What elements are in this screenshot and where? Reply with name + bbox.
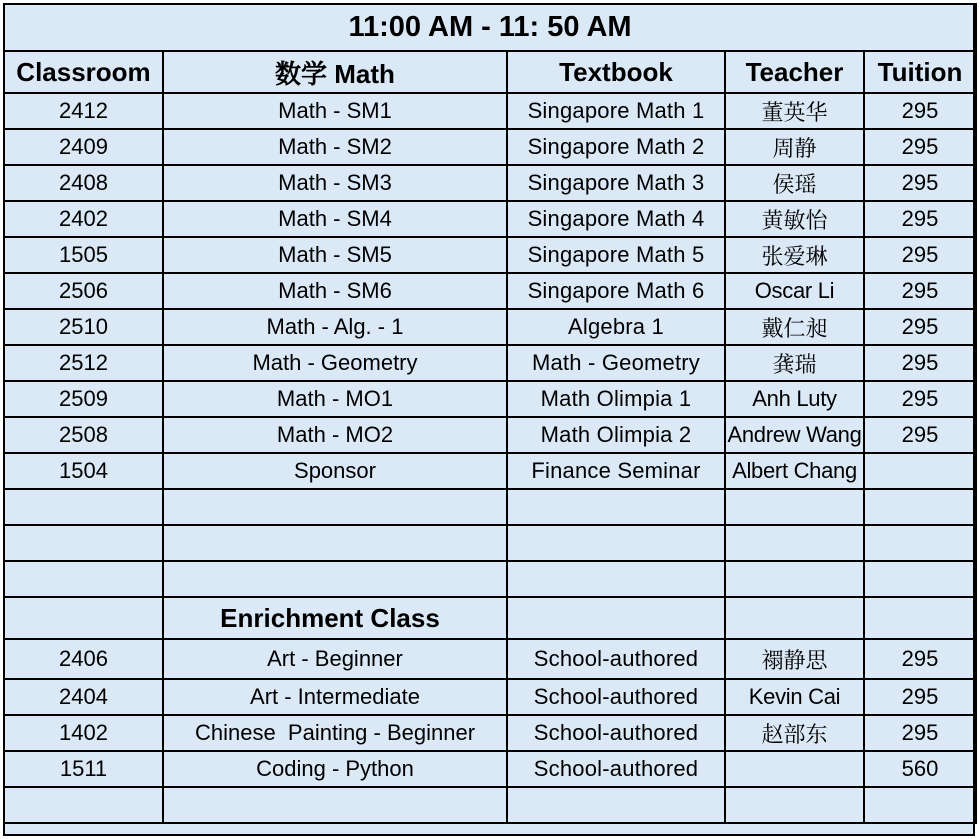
table-row <box>4 165 976 201</box>
tuition-cell: 295 <box>864 273 976 309</box>
tuition-cell: 295 <box>864 309 976 345</box>
tuition-cell <box>864 453 976 489</box>
teacher-cell: Albert Chang <box>725 453 864 489</box>
textbook-cell: Singapore Math 6 <box>507 273 725 309</box>
header-textbook: Textbook <box>507 51 725 93</box>
header-teacher: Teacher <box>725 51 864 93</box>
tuition-cell: 295 <box>864 345 976 381</box>
table-row <box>4 639 976 679</box>
classroom-cell: 2508 <box>4 417 163 453</box>
classroom-cell: 1505 <box>4 237 163 273</box>
empty-cell <box>507 561 725 597</box>
subject-cell: Math - Alg. - 1 <box>163 309 507 345</box>
classroom-cell: 2412 <box>4 93 163 129</box>
classroom-cell: 2404 <box>4 679 163 715</box>
classroom-cell: 2408 <box>4 165 163 201</box>
empty-cell <box>725 787 864 823</box>
empty-cell <box>725 597 864 639</box>
empty-cell <box>4 597 163 639</box>
empty-row <box>4 561 976 597</box>
header-classroom: Classroom <box>4 51 163 93</box>
textbook-cell: School-authored <box>507 751 725 787</box>
textbook-cell: Math - Geometry <box>507 345 725 381</box>
header-row <box>4 51 976 93</box>
subject-cell: Math - SM5 <box>163 237 507 273</box>
table-row <box>4 237 976 273</box>
tuition-cell: 295 <box>864 93 976 129</box>
teacher-cell: 禤静思 <box>725 639 864 679</box>
empty-cell <box>4 787 163 823</box>
tuition-cell: 295 <box>864 639 976 679</box>
empty-cell <box>507 787 725 823</box>
subject-cell: Math - MO2 <box>163 417 507 453</box>
table-row <box>4 129 976 165</box>
tuition-cell: 295 <box>864 201 976 237</box>
classroom-cell: 2409 <box>4 129 163 165</box>
time-slot-title: 11:00 AM - 11: 50 AM <box>4 4 976 51</box>
table-row <box>4 273 976 309</box>
empty-cell <box>864 787 976 823</box>
classroom-cell: 1504 <box>4 453 163 489</box>
enrichment-class-label: Enrichment Class <box>163 597 507 639</box>
teacher-cell: 董英华 <box>725 93 864 129</box>
empty-row <box>4 525 976 561</box>
subject-cell: Sponsor <box>163 453 507 489</box>
classroom-cell: 1402 <box>4 715 163 751</box>
tuition-cell: 295 <box>864 417 976 453</box>
subject-cell: Math - SM2 <box>163 129 507 165</box>
textbook-cell: School-authored <box>507 679 725 715</box>
empty-cell <box>725 525 864 561</box>
textbook-cell: Math Olimpia 2 <box>507 417 725 453</box>
table-row <box>4 201 976 237</box>
textbook-cell: Singapore Math 1 <box>507 93 725 129</box>
schedule-table <box>3 3 977 824</box>
subject-cell: Art - Beginner <box>163 639 507 679</box>
teacher-cell: 龚瑞 <box>725 345 864 381</box>
subject-cell: Coding - Python <box>163 751 507 787</box>
empty-cell <box>507 525 725 561</box>
empty-cell <box>163 525 507 561</box>
subject-cell: Chinese Painting - Beginner <box>163 715 507 751</box>
textbook-cell: Singapore Math 3 <box>507 165 725 201</box>
classroom-cell: 2402 <box>4 201 163 237</box>
empty-cell <box>725 489 864 525</box>
textbook-cell: Singapore Math 4 <box>507 201 725 237</box>
textbook-cell: Math Olimpia 1 <box>507 381 725 417</box>
classroom-cell: 1511 <box>4 751 163 787</box>
classroom-cell: 2512 <box>4 345 163 381</box>
empty-row <box>4 787 976 823</box>
empty-cell <box>163 489 507 525</box>
classroom-cell: 2506 <box>4 273 163 309</box>
subject-cell: Math - Geometry <box>163 345 507 381</box>
tuition-cell: 295 <box>864 165 976 201</box>
textbook-cell: Singapore Math 2 <box>507 129 725 165</box>
textbook-cell: Algebra 1 <box>507 309 725 345</box>
textbook-cell: School-authored <box>507 715 725 751</box>
schedule-sheet <box>3 3 975 836</box>
empty-cell <box>4 489 163 525</box>
teacher-cell: Anh Luty <box>725 381 864 417</box>
teacher-cell: 侯瑶 <box>725 165 864 201</box>
table-row <box>4 715 976 751</box>
textbook-cell: Finance Seminar <box>507 453 725 489</box>
tuition-cell: 295 <box>864 679 976 715</box>
classroom-cell: 2510 <box>4 309 163 345</box>
teacher-cell: 张爱琳 <box>725 237 864 273</box>
table-row <box>4 751 976 787</box>
empty-cell <box>725 561 864 597</box>
empty-cell <box>864 597 976 639</box>
teacher-cell: Andrew Wang <box>725 417 864 453</box>
table-row <box>4 417 976 453</box>
classroom-cell: 2509 <box>4 381 163 417</box>
teacher-cell: Oscar Li <box>725 273 864 309</box>
textbook-cell: School-authored <box>507 639 725 679</box>
teacher-cell: 戴仁昶 <box>725 309 864 345</box>
tuition-cell: 560 <box>864 751 976 787</box>
subject-cell: Math - SM4 <box>163 201 507 237</box>
empty-cell <box>163 787 507 823</box>
title-row <box>4 4 976 51</box>
subject-cell: Math - SM6 <box>163 273 507 309</box>
empty-cell <box>4 561 163 597</box>
teacher-cell <box>725 751 864 787</box>
empty-cell <box>507 597 725 639</box>
empty-cell <box>864 561 976 597</box>
subject-cell: Math - MO1 <box>163 381 507 417</box>
tuition-cell: 295 <box>864 237 976 273</box>
table-row <box>4 679 976 715</box>
empty-cell <box>507 489 725 525</box>
subject-cell: Math - SM1 <box>163 93 507 129</box>
empty-cell <box>4 525 163 561</box>
textbook-cell: Singapore Math 5 <box>507 237 725 273</box>
header-subject: 数学 Math <box>163 51 507 93</box>
table-row <box>4 381 976 417</box>
tuition-cell: 295 <box>864 129 976 165</box>
empty-row <box>4 489 976 525</box>
subject-cell: Math - SM3 <box>163 165 507 201</box>
teacher-cell: 周静 <box>725 129 864 165</box>
header-tuition: Tuition <box>864 51 976 93</box>
subject-cell: Art - Intermediate <box>163 679 507 715</box>
classroom-cell: 2406 <box>4 639 163 679</box>
table-row <box>4 453 976 489</box>
table-row <box>4 309 976 345</box>
teacher-cell: 黄敏怡 <box>725 201 864 237</box>
table-row <box>4 345 976 381</box>
tuition-cell: 295 <box>864 715 976 751</box>
enrichment-header-row <box>4 597 976 639</box>
empty-cell <box>163 561 507 597</box>
teacher-cell: 赵部东 <box>725 715 864 751</box>
empty-cell <box>864 525 976 561</box>
table-row <box>4 93 976 129</box>
empty-cell <box>864 489 976 525</box>
teacher-cell: Kevin Cai <box>725 679 864 715</box>
tuition-cell: 295 <box>864 381 976 417</box>
